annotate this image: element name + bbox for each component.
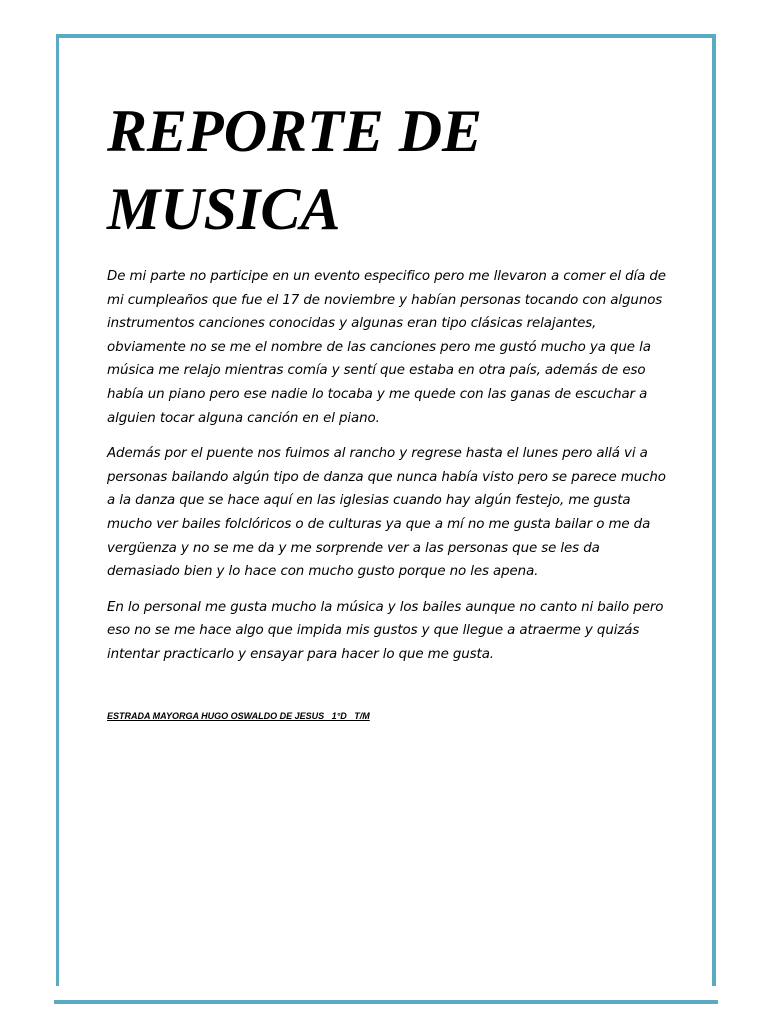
paragraph-1: De mi parte no participe en un evento especifico pero me llevaron a comer el día de mi cumpleaños que fue el 17 de noviembre y habían personas tocando con algunos instrumentos canciones conocidas y algunas eran tipo clásicas relajantes, obviamente no se me el nombre de las canciones pero me gustó mucho ya que la música me relajo mientras comía y sentí que estaba en otra país, además de eso había un piano pero ese nadie lo tocaba y me quede con las ganas de escuchar a alguien tocar alguna canción en el piano. [107, 269, 666, 426]
document-body [107, 92, 667, 721]
page-title: REPORTE DE MUSICA [107, 98, 483, 242]
bottom-rule [54, 1000, 718, 1004]
author-signature: ESTRADA MAYORGA HUGO OSWALDO DE JESUS 1°D T/M [107, 710, 370, 721]
paragraph-3: En lo personal me gusta mucho la música y los bailes aunque no canto ni bailo pero eso no se me hace algo que impida mis gustos y que llegue a atraerme y quizás intentar practicarlo y ensayar para hacer lo que me gusta. [107, 599, 664, 662]
paragraph-2: Además por el puente nos fuimos al rancho y regrese hasta el lunes pero allá vi a personas bailando algún tipo de danza que nunca había visto pero se parece mucho a la danza que se hace aquí en las iglesias cuando hay algún festejo, me gusta mucho ver bailes folclóricos o de culturas ya que a mí no me gusta bailar o me da vergüenza y no se me da y me sorprende ver a las personas que se les da demasiado bien y lo hace con mucho gusto porque no les apena. [107, 446, 666, 580]
